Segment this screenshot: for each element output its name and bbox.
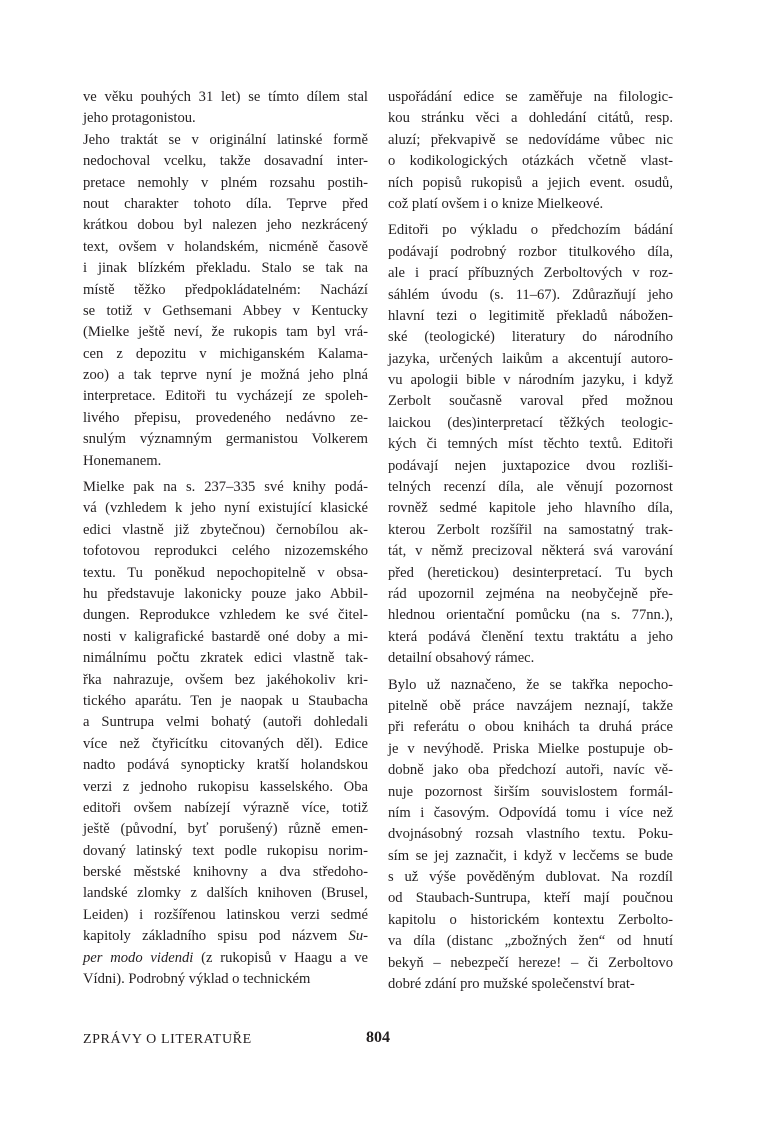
- text-line: vá (vzhledem k jeho nyní existující klasické: [83, 500, 368, 517]
- text-line: laickou (des)interpretací těžkých teologic-: [388, 414, 673, 431]
- text-line: Editoři po výkladu o předchozím bádání: [388, 222, 673, 239]
- text-line: od Staubach-Suntrupa, kteří mají poučnou: [388, 890, 673, 907]
- text-line: editoři ovšem nabízejí výrazně více, totiž: [83, 799, 368, 816]
- text-line: detailní obsahový rámec.: [388, 650, 535, 667]
- text-line: Leiden) i rozšířenou latinskou verzi sedmé: [83, 906, 368, 923]
- text-line: i jinak blízkém překladu. Stalo se tak na: [83, 260, 368, 277]
- text-line: (Mielke ještě neví, že rukopis tam byl vrá-: [83, 324, 368, 341]
- text-line: dovaný latinský text podle rukopisu norim-: [83, 842, 368, 859]
- text-line: hu představuje lakonicky pouze jako Abbil-: [83, 585, 368, 602]
- page-number: 804: [366, 1029, 390, 1046]
- text-line: Vídni). Podrobný výklad o technickém: [83, 971, 311, 988]
- text-line: nout charakter tohoto díla. Teprve před: [83, 195, 368, 212]
- text-line: interpretace. Editoři tu vycházejí ze spoleh-: [83, 388, 368, 405]
- text-line: se totiž v Gethsemani Abbey v Kentucky: [83, 302, 368, 319]
- text-line: telných recenzí díla, ale věnují pozornost: [388, 479, 673, 496]
- text-line: pretace nemohly v plném rozsahu postih-: [83, 174, 368, 191]
- text-line: místě těžko předpokládatelném: Nachází: [83, 281, 368, 298]
- text-line: ve věku pouhých 31 let) se tímto dílem stal: [83, 89, 368, 105]
- text-column-left: [83, 87, 368, 990]
- text-line: Mielke pak na s. 237–335 své knihy podá-: [83, 479, 368, 496]
- text-line: ním i časovým. Odpovídá tomu i více než: [388, 804, 673, 821]
- text-line: s už výše pověděným dublovat. Na rozdíl: [388, 869, 673, 886]
- text-line: dvojnásobný rozsah vlastního textu. Poku-: [388, 826, 673, 843]
- text-line: hlednou orientační pomůcku (na s. 77nn.),: [388, 607, 673, 624]
- text-line: cen z depozitu v michiganském Kalama-: [83, 345, 368, 362]
- text-line: snulým významným germanistou Volkerem: [83, 431, 368, 448]
- text-line: před (heretickou) desinterpretací. Tu bych: [388, 564, 673, 581]
- text-line: va díla (distanc „zbožných žen“ od hnutí: [388, 933, 673, 950]
- text-line: hlavní tezi o legitimitě překladů nábožen-: [388, 307, 673, 324]
- text-line: která podává členění textu traktátu a jeho: [388, 628, 673, 645]
- text-line: Jeho traktát se v originální latinské formě: [83, 131, 368, 148]
- text-line: kapitolu o historickém kontextu Zerbolto-: [388, 911, 673, 928]
- text-line: Zerbolt současně varoval před možnou: [388, 393, 673, 410]
- text-line: textu. Tu poněkud nepochopitelně v obsa-: [83, 564, 368, 581]
- text-line: jeho protagonistou.: [83, 110, 196, 127]
- text-line: dungen. Reprodukce vzhledem ke své čitel-: [83, 607, 368, 624]
- text-line: kapitoly základního spisu pod názvem Su-: [83, 928, 368, 945]
- text-line: podávají podrobný rozbor titulkového díla,: [388, 243, 673, 260]
- text-line: nedochoval vcelku, takže dosavadní inter-: [83, 153, 368, 170]
- text-line: tofotovou reprodukci celého nizozemského: [83, 543, 368, 560]
- text-line: podávají nejen juxtapozice dvou rozliši-: [388, 457, 673, 474]
- text-line: pitelně obě práce navzájem neznají, takže: [388, 697, 673, 714]
- text-line: rovněž sedmé kapitole jeho hlavního díla,: [388, 500, 673, 517]
- text-line: jazyka, určených laikům a akcentují autoro-: [388, 350, 673, 367]
- text-line: tát, v němž precizoval některá svá varování: [388, 543, 673, 560]
- text-line: kých či temných míst těchto textů. Editoři: [388, 436, 673, 453]
- text-line: nuje pozornost širším souvislostem formál-: [388, 783, 673, 800]
- text-line: řka nahrazuje, ovšem bez jakéhokoliv kri-: [83, 671, 368, 688]
- text-line: nosti v kaligrafické bastardě oné doby a mi-: [83, 628, 368, 645]
- text-line: tického aparátu. Ten je naopak u Staubacha: [83, 692, 368, 709]
- text-line: uspořádání edice se zaměřuje na filologic-: [388, 89, 673, 105]
- text-line: sáhlém úvodu (s. 11–67). Zdůrazňují jeho: [388, 286, 673, 303]
- text-line: krátkou dobou byl nalezen jeho nezkrácený: [83, 217, 368, 234]
- text-line: berské městské knihovny a dva středoho-: [83, 864, 368, 881]
- text-line: verzi z jednoho rukopisu kasselského. Oba: [83, 778, 368, 795]
- text-line: Bylo už naznačeno, že se takřka nepocho-: [388, 676, 673, 693]
- text-line: bekyň – nebezpečí hereze! – či Zerboltovo: [388, 954, 673, 971]
- text-line: o kodikologických otázkách včetně vlast-: [388, 153, 673, 170]
- text-line: ale i prací příbuzných Zerboltových v roz-: [388, 265, 673, 282]
- text-line: rád upozornil zejména na neobyčejně pře-: [388, 585, 673, 602]
- text-line: per modo videndi (z rukopisů v Haagu a ve: [83, 949, 368, 966]
- text-line: ních popisů rukopisů a jejich event. osudů,: [388, 174, 673, 191]
- text-line: landské zlomky z dalších knihoven (Brusel,: [83, 885, 368, 902]
- text-column-right: [388, 87, 673, 995]
- text-line: což platí ovšem i o knize Mielkeové.: [388, 195, 604, 212]
- text-line: vu apologii bible v národním jazyku, i když: [388, 372, 673, 389]
- text-line: livého přepisu, provedeného nedávno ze-: [83, 409, 368, 426]
- text-line: sím se jej zaznačit, i když v lecčems se bude: [388, 847, 673, 864]
- text-line: ještě (původní, byť porušený) různě emen-: [83, 821, 368, 838]
- text-line: edici vlastně již zbytečnou) černobílou ak-: [83, 521, 368, 538]
- text-line: při referátu o obou knihách ta druhá práce: [388, 719, 673, 736]
- text-line: dobré zdání pro mužské společenství brat-: [388, 976, 635, 993]
- text-line: dobně jako oba předchozí autoři, navíc vě-: [388, 762, 673, 779]
- text-line: je v nevýhodě. Priska Mielke postupuje ob-: [388, 740, 673, 757]
- text-line: více než čtyřicítku citovaných děl). Edice: [83, 735, 368, 752]
- text-line: zoo) a tak teprve nyní je možná jeho plná: [83, 367, 368, 384]
- text-line: Honemanem.: [83, 452, 162, 469]
- text-line: nadto podává synopticky kratší holandskou: [83, 757, 368, 774]
- text-line: kou stránku věci a dohledání citátů, resp.: [388, 110, 673, 127]
- text-line: nimálnímu počtu zkratek edici vlastně tak-: [83, 650, 368, 667]
- text-line: kterou Zerbolt rozšířil na samostatný trak-: [388, 521, 673, 538]
- text-line: a Suntrupa velmi bohatý (autoři dohledali: [83, 714, 368, 731]
- text-line: text, ovšem v holandském, nicméně časově: [83, 238, 368, 255]
- text-line: aluzí; překvapivě se nedovídáme vůbec nic: [388, 131, 673, 148]
- text-line: ské (teologické) literatury do národního: [388, 329, 673, 346]
- journal-title: ZPRÁVY O LITERATUŘE: [83, 1032, 252, 1047]
